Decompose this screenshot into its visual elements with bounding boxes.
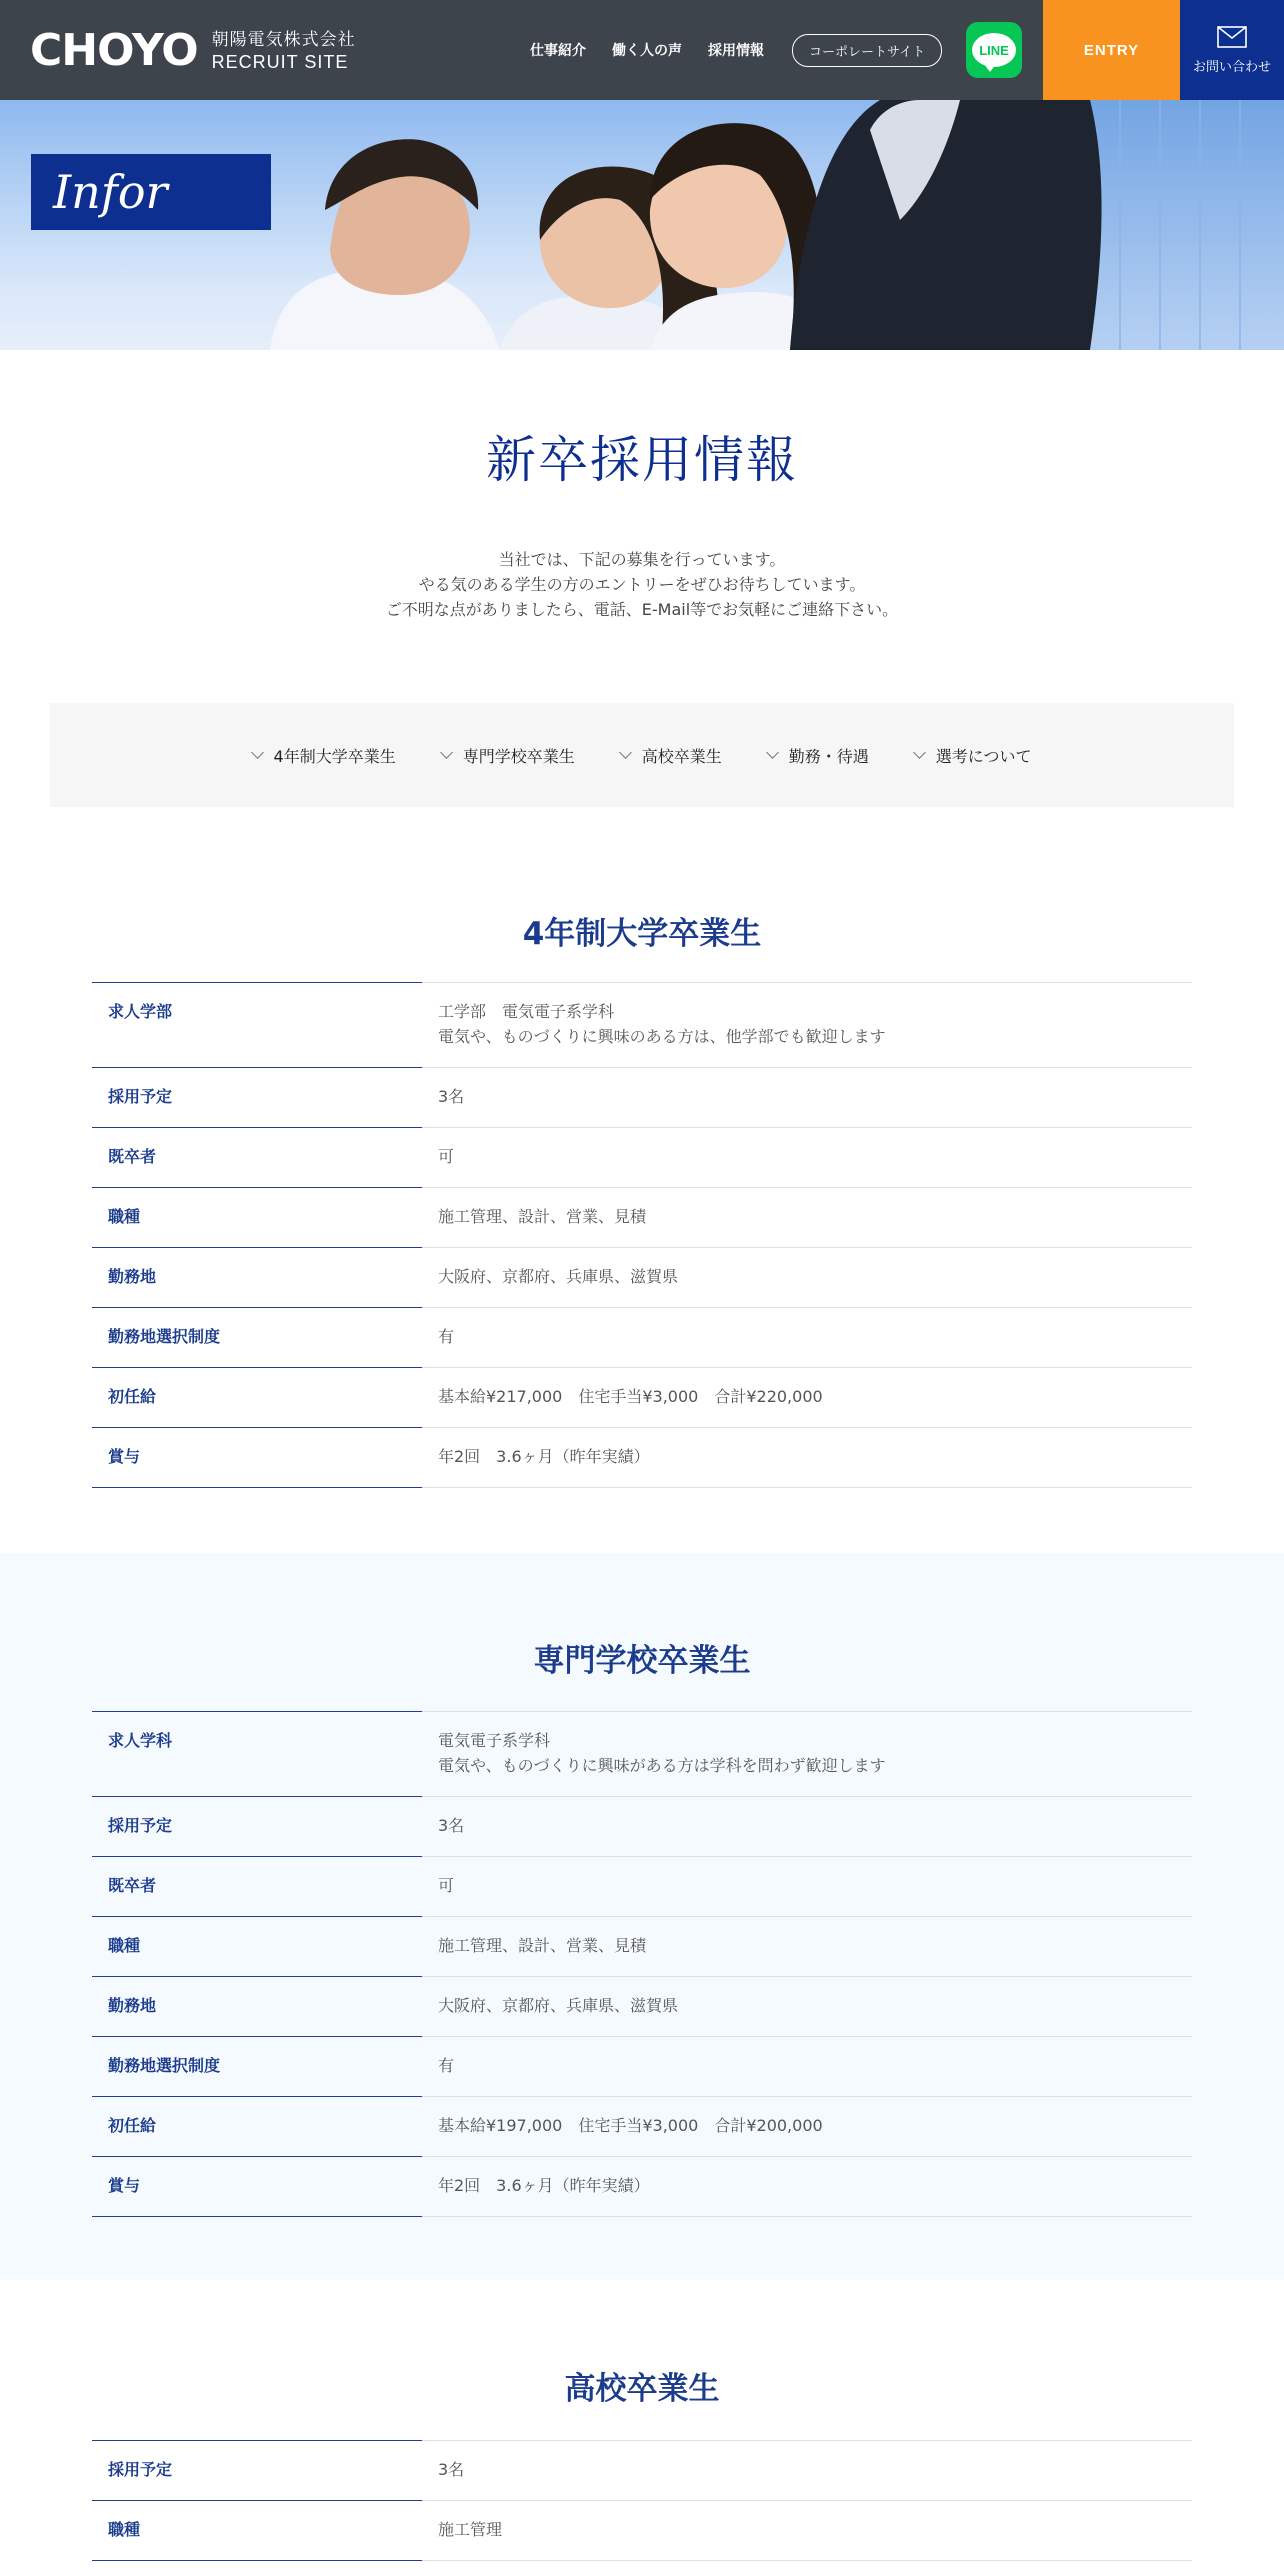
section-title: 4年制大学卒業生 — [522, 916, 762, 952]
row-value: 可 — [422, 1128, 1192, 1188]
table-row — [92, 2037, 1192, 2097]
row-label: 採用予定 — [92, 2441, 422, 2501]
anchor-label: 専門学校卒業生 — [462, 746, 575, 766]
row-value: 大阪府、京都府、兵庫県、滋賀県 — [422, 1977, 1192, 2037]
chevron-down-icon — [913, 746, 926, 759]
row-label: 初任給 — [92, 2097, 422, 2157]
row-label: 勤務地選択制度 — [92, 2037, 422, 2097]
row-value: 有 — [422, 2037, 1192, 2097]
logo-wordmark: CHOYO — [30, 25, 198, 76]
table-row — [92, 1188, 1192, 1248]
anchor-highschool[interactable] — [621, 744, 722, 767]
anchor-label: 勤務・待遇 — [788, 746, 869, 766]
row-value: 可 — [422, 1857, 1192, 1917]
info-table — [92, 1711, 1192, 2217]
table-row — [92, 1797, 1192, 1857]
chevron-down-icon — [766, 746, 779, 759]
row-label: 求人学科 — [92, 1712, 422, 1797]
intro-text — [0, 547, 1284, 622]
line-button[interactable] — [966, 22, 1022, 78]
corporate-site-button[interactable]: コーポレートサイト — [792, 34, 942, 67]
table-row — [92, 1857, 1192, 1917]
row-label: 勤務地 — [92, 1248, 422, 1308]
row-value: 有 — [422, 1308, 1192, 1368]
section-university — [0, 880, 1284, 1553]
table-row — [92, 1308, 1192, 1368]
info-table — [92, 982, 1192, 1488]
chevron-down-icon — [619, 746, 632, 759]
hero-label: Infor — [31, 154, 271, 230]
intro-line: やる気のある学生の方のエントリーをぜひお待ちしています。 — [418, 575, 866, 594]
row-label: 職種 — [92, 1188, 422, 1248]
table-row — [92, 1128, 1192, 1188]
info-table — [92, 2440, 1192, 2561]
row-label: 既卒者 — [92, 1128, 422, 1188]
row-label: 既卒者 — [92, 1857, 422, 1917]
row-value: 3名 — [422, 1797, 1192, 1857]
chevron-down-icon — [440, 746, 453, 759]
value-line: 電気や、ものづくりに興味のある方は、他学部でも歓迎します — [438, 1027, 886, 1046]
table-row — [92, 2501, 1192, 2561]
section-highschool — [0, 2280, 1284, 2568]
company-name: 朝陽電気株式会社 — [211, 29, 356, 50]
row-label: 勤務地選択制度 — [92, 1308, 422, 1368]
row-label: 勤務地 — [92, 1977, 422, 2037]
row-value — [422, 983, 1192, 1068]
table-row — [92, 2441, 1192, 2501]
row-value: 施工管理、設計、営業、見積 — [422, 1188, 1192, 1248]
row-label: 採用予定 — [92, 1068, 422, 1128]
contact-label: お問い合わせ — [1192, 59, 1271, 75]
mail-icon — [1217, 26, 1247, 48]
anchor-label: 選考について — [935, 746, 1032, 766]
row-value: 施工管理、設計、営業、見積 — [422, 1917, 1192, 1977]
anchor-selection[interactable] — [915, 744, 1032, 767]
table-row — [92, 1712, 1192, 1797]
page-title: 新卒採用情報 — [486, 431, 798, 489]
nav-item-voices[interactable]: 働く人の声 — [612, 43, 682, 59]
section-vocational — [0, 1553, 1284, 2280]
hero-banner — [0, 100, 1284, 350]
row-label: 採用予定 — [92, 1797, 422, 1857]
anchor-conditions[interactable] — [768, 744, 869, 767]
logo-subtitle — [212, 28, 356, 74]
anchor-label: 高校卒業生 — [641, 746, 722, 766]
row-value: 基本給¥217,000 住宅手当¥3,000 合計¥220,000 — [422, 1368, 1192, 1428]
intro-line: ご不明な点がありましたら、電話、E-Mail等でお気軽にご連絡下さい。 — [385, 600, 899, 619]
site-header — [0, 0, 1284, 100]
anchor-university[interactable] — [253, 744, 396, 767]
site-logo[interactable] — [30, 25, 356, 76]
intro-line: 当社では、下記の募集を行っています。 — [498, 550, 786, 569]
section-title: 専門学校卒業生 — [533, 1643, 751, 1679]
entry-button[interactable] — [1043, 0, 1180, 100]
row-value: 3名 — [422, 1068, 1192, 1128]
row-label: 賞与 — [92, 1428, 422, 1488]
table-row — [92, 2157, 1192, 2217]
entry-label: ENTRY — [1083, 41, 1140, 59]
table-row — [92, 1068, 1192, 1128]
contact-button[interactable] — [1180, 0, 1284, 100]
row-label: 求人学部 — [92, 983, 422, 1068]
table-row — [92, 1248, 1192, 1308]
row-value — [422, 1712, 1192, 1797]
section-title: 高校卒業生 — [564, 2371, 720, 2407]
table-row — [92, 2097, 1192, 2157]
anchor-label: 4年制大学卒業生 — [273, 746, 396, 766]
table-row — [92, 983, 1192, 1068]
site-name: RECRUIT SITE — [211, 51, 349, 72]
row-value: 施工管理 — [422, 2501, 1192, 2561]
row-value: 年2回 3.6ヶ月（昨年実績） — [422, 2157, 1192, 2217]
row-label: 賞与 — [92, 2157, 422, 2217]
row-value: 年2回 3.6ヶ月（昨年実績） — [422, 1428, 1192, 1488]
anchor-vocational[interactable] — [442, 744, 575, 767]
table-row — [92, 1428, 1192, 1488]
row-label: 職種 — [92, 2501, 422, 2561]
nav-item-recruit[interactable]: 採用情報 — [708, 43, 764, 59]
row-label: 職種 — [92, 1917, 422, 1977]
value-line: 電気電子系学科 — [438, 1731, 551, 1750]
row-label: 初任給 — [92, 1368, 422, 1428]
global-nav — [530, 32, 968, 68]
value-line: 工学部 電気電子系学科 — [438, 1002, 615, 1021]
row-value: 3名 — [422, 2441, 1192, 2501]
row-value: 基本給¥197,000 住宅手当¥3,000 合計¥200,000 — [422, 2097, 1192, 2157]
table-row — [92, 1977, 1192, 2037]
row-value: 大阪府、京都府、兵庫県、滋賀県 — [422, 1248, 1192, 1308]
table-row — [92, 1917, 1192, 1977]
value-line: 電気や、ものづくりに興味がある方は学科を問わず歓迎します — [438, 1756, 886, 1775]
line-icon — [972, 33, 1016, 67]
chevron-down-icon — [251, 746, 264, 759]
line-label: LINE — [979, 42, 1009, 58]
nav-item-jobs[interactable]: 仕事紹介 — [530, 43, 586, 59]
anchor-nav — [50, 703, 1234, 807]
table-row — [92, 1368, 1192, 1428]
